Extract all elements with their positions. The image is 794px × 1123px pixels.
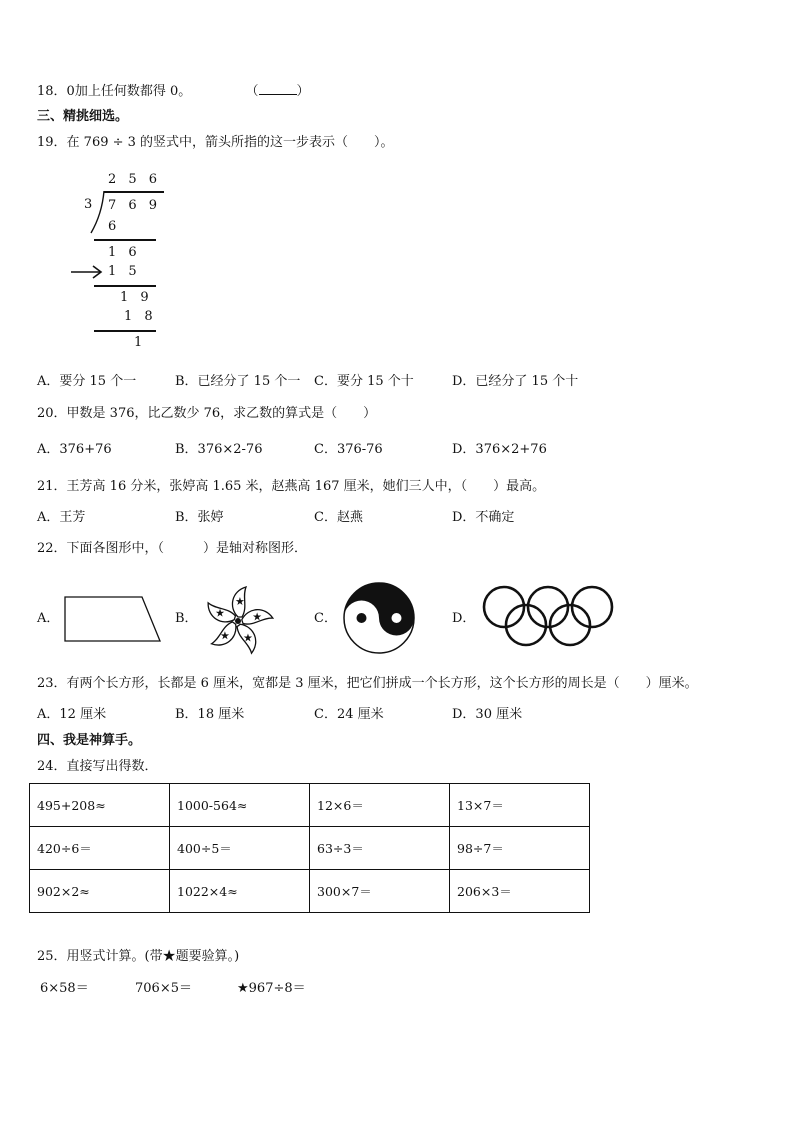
paren-open: （ [245, 84, 259, 99]
question-20: 20．甲数是 376，比乙数少 76，求乙数的算式是（ ） [37, 406, 377, 421]
vertical-calc-item-2[interactable]: 706×5＝ [135, 981, 192, 996]
table-row [30, 827, 590, 870]
q19-option-c[interactable]: C．要分 15 个十 [314, 374, 414, 389]
q23-option-d[interactable]: D．30 厘米 [452, 707, 523, 722]
dividend: 7 6 9 [108, 198, 162, 213]
q20-option-c[interactable]: C．376-76 [314, 442, 383, 457]
answer-blank[interactable] [259, 82, 297, 95]
q20-option-b[interactable]: B．376×2-76 [175, 442, 263, 457]
step-row-5: 1 8 [124, 309, 157, 324]
q22-label-b[interactable]: B． [175, 611, 198, 626]
q21-option-d[interactable]: D．不确定 [452, 510, 515, 525]
mental-math-table [29, 783, 590, 913]
step-row-3: 1 5 [108, 264, 141, 279]
q22-label-d[interactable]: D． [452, 611, 476, 626]
step-row-6: 1 [134, 335, 147, 350]
step-row-4: 1 9 [120, 290, 153, 305]
olympic-rings-icon[interactable] [480, 585, 616, 649]
question-21: 21．王芳高 16 分米，张婷高 1.65 米，赵燕高 167 厘米，她们三人中，（ ）最高。 [37, 479, 546, 494]
table-row [30, 784, 590, 827]
q19-option-b[interactable]: B．已经分了 15 个一 [175, 374, 301, 389]
svg-text:★: ★ [240, 629, 256, 647]
step-row-2: 1 6 [108, 245, 141, 260]
long-division-diagram [60, 170, 190, 360]
table-cell[interactable]: 300×7＝ [310, 870, 450, 913]
division-bar [104, 191, 164, 193]
table-cell[interactable]: 1000-564≈ [170, 784, 310, 827]
question-25: 25．用竖式计算。(带★题要验算。) [37, 949, 240, 964]
quotient: 2 5 6 [108, 172, 162, 187]
question-24: 24．直接写出得数． [37, 759, 158, 774]
step-row-1: 6 [108, 219, 121, 234]
table-cell[interactable]: 63÷3＝ [310, 827, 450, 870]
table-cell[interactable]: 1022×4≈ [170, 870, 310, 913]
q19-option-d[interactable]: D．已经分了 15 个十 [452, 374, 579, 389]
q23-option-b[interactable]: B．18 厘米 [175, 707, 245, 722]
q22-label-c[interactable]: C． [314, 611, 337, 626]
vertical-calc-item-1[interactable]: 6×58＝ [40, 981, 89, 996]
svg-text:★: ★ [217, 627, 233, 644]
svg-text:★: ★ [249, 610, 265, 624]
section-heading-3: 三、精挑细选。 [37, 109, 129, 124]
svg-text:★: ★ [212, 606, 228, 620]
question-19: 19．在 769 ÷ 3 的竖式中，箭头所指的这一步表示（ ）。 [37, 135, 394, 150]
question-18 [37, 82, 310, 101]
question-23: 23．有两个长方形，长都是 6 厘米，宽都是 3 厘米，把它们拼成一个长方形，这个长方形的周长是（ ）厘米。 [37, 676, 698, 691]
table-cell[interactable]: 206×3＝ [450, 870, 590, 913]
table-cell[interactable]: 13×7＝ [450, 784, 590, 827]
q23-option-a[interactable]: A．12 厘米 [37, 707, 107, 722]
arrow-right-icon [70, 264, 104, 280]
q20-option-d[interactable]: D．376×2+76 [452, 442, 547, 457]
step-line-2 [94, 285, 156, 287]
table-cell[interactable]: 495+208≈ [30, 784, 170, 827]
table-cell[interactable]: 12×6＝ [310, 784, 450, 827]
q21-option-b[interactable]: B．张婷 [175, 510, 224, 525]
q23-option-c[interactable]: C．24 厘米 [314, 707, 384, 722]
table-cell[interactable]: 400÷5＝ [170, 827, 310, 870]
q22-label-a[interactable]: A． [37, 611, 60, 626]
step-line-3 [94, 330, 156, 332]
division-bracket [90, 190, 108, 234]
yin-yang-icon[interactable] [341, 580, 417, 656]
paren-close: ） [296, 84, 310, 99]
question-22: 22．下面各图形中，（ ）是轴对称图形． [37, 541, 308, 556]
step-line-1 [94, 239, 156, 241]
q19-option-a[interactable]: A．要分 15 个一 [37, 374, 137, 389]
table-row [30, 870, 590, 913]
table-cell[interactable]: 902×2≈ [30, 870, 170, 913]
q21-option-a[interactable]: A．王芳 [37, 510, 86, 525]
q20-option-a[interactable]: A．376+76 [37, 442, 112, 457]
section-heading-4: 四、我是神算手。 [37, 733, 142, 748]
svg-text:★: ★ [235, 595, 245, 608]
q21-option-c[interactable]: C．赵燕 [314, 510, 363, 525]
table-cell[interactable]: 420÷6＝ [30, 827, 170, 870]
bauhinia-flower-icon[interactable] [198, 583, 278, 659]
vertical-calc-item-3[interactable]: ★967÷8＝ [237, 981, 306, 996]
table-cell[interactable]: 98÷7＝ [450, 827, 590, 870]
question-text: 18．0加上任何数都得 0。 [37, 84, 192, 99]
divisor: 3 [84, 197, 97, 212]
parallelogram-figure[interactable] [62, 594, 164, 644]
